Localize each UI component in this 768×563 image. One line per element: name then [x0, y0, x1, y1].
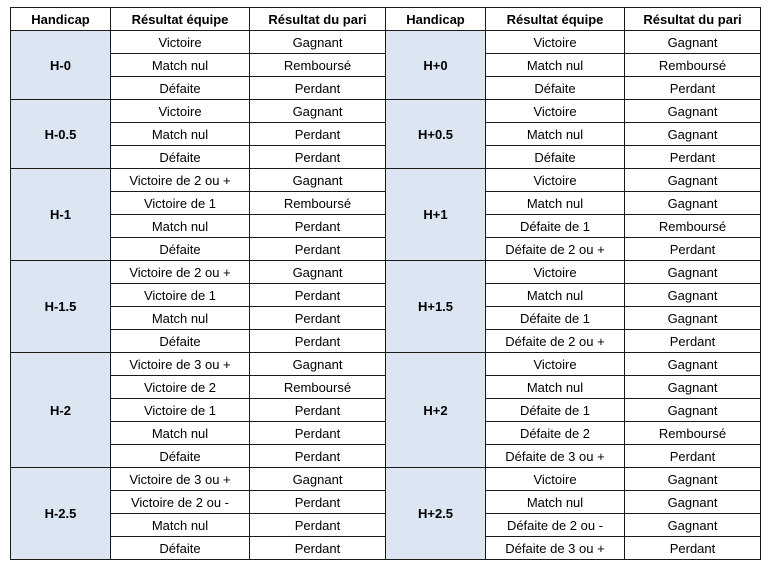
bet-result-cell-left: Gagnant	[250, 468, 386, 491]
team-result-cell-right: Victoire	[486, 31, 625, 54]
bet-result-cell-right: Gagnant	[625, 491, 761, 514]
team-result-cell-left: Victoire de 1	[111, 192, 250, 215]
bet-result-cell-right: Perdant	[625, 445, 761, 468]
team-result-cell-left: Défaite	[111, 77, 250, 100]
team-result-cell-right: Défaite de 3 ou +	[486, 537, 625, 560]
bet-result-cell-right: Gagnant	[625, 307, 761, 330]
handicap-label-right: H+0.5	[386, 100, 486, 169]
team-result-cell-right: Défaite de 2 ou -	[486, 514, 625, 537]
bet-result-cell-right: Gagnant	[625, 261, 761, 284]
header-bet-result-left: Résultat du pari	[250, 8, 386, 31]
bet-result-cell-left: Perdant	[250, 445, 386, 468]
handicap-label-right: H+0	[386, 31, 486, 100]
bet-result-cell-right: Gagnant	[625, 514, 761, 537]
bet-result-cell-left: Perdant	[250, 123, 386, 146]
bet-result-cell-left: Perdant	[250, 215, 386, 238]
team-result-cell-right: Victoire	[486, 100, 625, 123]
bet-result-cell-left: Perdant	[250, 284, 386, 307]
team-result-cell-left: Match nul	[111, 422, 250, 445]
bet-result-cell-left: Remboursé	[250, 192, 386, 215]
team-result-cell-right: Match nul	[486, 192, 625, 215]
bet-result-cell-right: Remboursé	[625, 54, 761, 77]
header-bet-result-right: Résultat du pari	[625, 8, 761, 31]
table-row	[11, 468, 761, 491]
team-result-cell-left: Défaite	[111, 330, 250, 353]
handicap-table-container	[10, 7, 761, 560]
handicap-label-left: H-0.5	[11, 100, 111, 169]
bet-result-cell-right: Gagnant	[625, 399, 761, 422]
bet-result-cell-right: Gagnant	[625, 169, 761, 192]
team-result-cell-left: Défaite	[111, 445, 250, 468]
table-row	[11, 261, 761, 284]
table-row	[11, 353, 761, 376]
team-result-cell-right: Match nul	[486, 376, 625, 399]
handicap-label-left: H-2.5	[11, 468, 111, 560]
handicap-label-right: H+1	[386, 169, 486, 261]
handicap-label-left: H-0	[11, 31, 111, 100]
team-result-cell-right: Défaite	[486, 77, 625, 100]
bet-result-cell-right: Gagnant	[625, 192, 761, 215]
team-result-cell-left: Match nul	[111, 514, 250, 537]
bet-result-cell-left: Perdant	[250, 422, 386, 445]
bet-result-cell-left: Perdant	[250, 537, 386, 560]
team-result-cell-right: Victoire	[486, 261, 625, 284]
bet-result-cell-left: Perdant	[250, 77, 386, 100]
bet-result-cell-left: Gagnant	[250, 31, 386, 54]
table-body	[11, 31, 761, 560]
handicap-label-left: H-2	[11, 353, 111, 468]
team-result-cell-right: Défaite de 1	[486, 399, 625, 422]
team-result-cell-right: Défaite de 1	[486, 215, 625, 238]
team-result-cell-left: Victoire de 1	[111, 399, 250, 422]
table-row	[11, 169, 761, 192]
header-row	[11, 8, 761, 31]
team-result-cell-left: Défaite	[111, 537, 250, 560]
team-result-cell-left: Défaite	[111, 238, 250, 261]
header-handicap-left: Handicap	[11, 8, 111, 31]
team-result-cell-right: Match nul	[486, 123, 625, 146]
bet-result-cell-left: Perdant	[250, 238, 386, 261]
table-row	[11, 100, 761, 123]
bet-result-cell-left: Remboursé	[250, 376, 386, 399]
team-result-cell-right: Défaite de 2	[486, 422, 625, 445]
bet-result-cell-right: Perdant	[625, 537, 761, 560]
bet-result-cell-right: Perdant	[625, 238, 761, 261]
bet-result-cell-right: Remboursé	[625, 215, 761, 238]
team-result-cell-left: Victoire de 2 ou +	[111, 169, 250, 192]
bet-result-cell-right: Perdant	[625, 77, 761, 100]
team-result-cell-left: Match nul	[111, 54, 250, 77]
team-result-cell-right: Défaite de 2 ou +	[486, 330, 625, 353]
handicap-label-right: H+2	[386, 353, 486, 468]
bet-result-cell-right: Gagnant	[625, 31, 761, 54]
team-result-cell-right: Défaite de 3 ou +	[486, 445, 625, 468]
bet-result-cell-left: Perdant	[250, 307, 386, 330]
bet-result-cell-left: Perdant	[250, 330, 386, 353]
team-result-cell-right: Match nul	[486, 54, 625, 77]
team-result-cell-left: Victoire de 2 ou +	[111, 261, 250, 284]
team-result-cell-right: Match nul	[486, 284, 625, 307]
team-result-cell-left: Victoire de 2 ou -	[111, 491, 250, 514]
bet-result-cell-left: Perdant	[250, 399, 386, 422]
handicap-label-left: H-1	[11, 169, 111, 261]
table-row	[11, 31, 761, 54]
bet-result-cell-left: Gagnant	[250, 169, 386, 192]
team-result-cell-left: Match nul	[111, 215, 250, 238]
team-result-cell-left: Victoire de 3 ou +	[111, 468, 250, 491]
bet-result-cell-left: Perdant	[250, 514, 386, 537]
header-handicap-right: Handicap	[386, 8, 486, 31]
team-result-cell-right: Victoire	[486, 468, 625, 491]
team-result-cell-left: Victoire de 1	[111, 284, 250, 307]
team-result-cell-left: Victoire de 2	[111, 376, 250, 399]
bet-result-cell-left: Gagnant	[250, 100, 386, 123]
bet-result-cell-right: Gagnant	[625, 376, 761, 399]
team-result-cell-left: Match nul	[111, 123, 250, 146]
team-result-cell-left: Victoire	[111, 31, 250, 54]
team-result-cell-left: Match nul	[111, 307, 250, 330]
header-team-result-left: Résultat équipe	[111, 8, 250, 31]
bet-result-cell-left: Gagnant	[250, 261, 386, 284]
team-result-cell-right: Victoire	[486, 169, 625, 192]
team-result-cell-left: Victoire	[111, 100, 250, 123]
bet-result-cell-right: Gagnant	[625, 353, 761, 376]
handicap-betting-table	[10, 7, 761, 560]
team-result-cell-right: Défaite	[486, 146, 625, 169]
bet-result-cell-right: Gagnant	[625, 284, 761, 307]
bet-result-cell-left: Gagnant	[250, 353, 386, 376]
header-team-result-right: Résultat équipe	[486, 8, 625, 31]
bet-result-cell-right: Gagnant	[625, 468, 761, 491]
bet-result-cell-left: Perdant	[250, 146, 386, 169]
bet-result-cell-left: Remboursé	[250, 54, 386, 77]
team-result-cell-left: Victoire de 3 ou +	[111, 353, 250, 376]
team-result-cell-right: Match nul	[486, 491, 625, 514]
handicap-label-right: H+1.5	[386, 261, 486, 353]
bet-result-cell-left: Perdant	[250, 491, 386, 514]
bet-result-cell-right: Gagnant	[625, 123, 761, 146]
bet-result-cell-right: Remboursé	[625, 422, 761, 445]
team-result-cell-right: Victoire	[486, 353, 625, 376]
handicap-label-right: H+2.5	[386, 468, 486, 560]
bet-result-cell-right: Perdant	[625, 330, 761, 353]
bet-result-cell-right: Gagnant	[625, 100, 761, 123]
team-result-cell-left: Défaite	[111, 146, 250, 169]
bet-result-cell-right: Perdant	[625, 146, 761, 169]
handicap-label-left: H-1.5	[11, 261, 111, 353]
team-result-cell-right: Défaite de 1	[486, 307, 625, 330]
team-result-cell-right: Défaite de 2 ou +	[486, 238, 625, 261]
